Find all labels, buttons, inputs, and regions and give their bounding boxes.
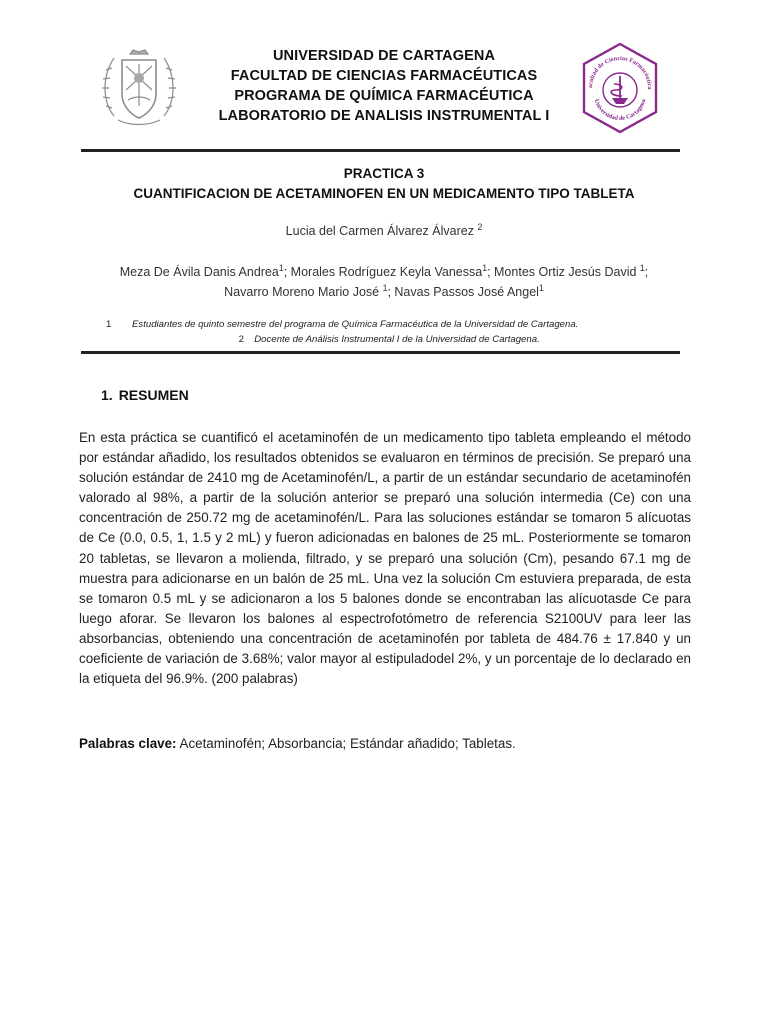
teacher-name-text: Lucia del Carmen Álvarez Álvarez: [285, 224, 474, 238]
keywords-label: Palabras clave:: [79, 736, 177, 751]
affiliations: [60, 317, 708, 347]
author-mark: 1: [482, 262, 488, 273]
authors-line-2: [60, 282, 708, 302]
author-name: ; Montes Ortiz Jesús David: [487, 265, 640, 279]
affiliation-1: [60, 317, 708, 332]
header-laboratory: LABORATORIO DE ANALISIS INSTRUMENTAL I: [218, 108, 550, 124]
author-separator: ;: [644, 265, 649, 279]
authors-line-1: [60, 262, 708, 282]
affiliation-number: 2: [238, 334, 244, 345]
practice-title: CUANTIFICACION DE ACETAMINOFEN EN UN MEDICAMENTO TIPO TABLETA: [133, 186, 635, 201]
svg-text:Universidad de Cartagena: Universidad de Cartagena: [592, 98, 648, 123]
top-divider: [81, 149, 680, 152]
affiliation-text: Estudiantes de quinto semestre del programa de Química Farmacéutica de la Universidad de Cartagena.: [132, 319, 579, 330]
author-mark: 1: [538, 282, 544, 293]
header-university: UNIVERSIDAD DE CARTAGENA: [272, 48, 496, 64]
author-name: ; Morales Rodríguez Keyla Vanessa: [283, 265, 483, 279]
teacher-mark: 2: [477, 221, 483, 232]
section-heading-resumen: [101, 387, 189, 403]
author-name: Navarro Moreno Mario José: [224, 285, 383, 299]
affiliation-2: [60, 332, 708, 347]
university-crest-icon: [100, 46, 178, 128]
keywords: [79, 736, 691, 751]
keywords-text: Acetaminofén; Absorbancia; Estándar añadido; Tabletas.: [176, 736, 516, 751]
author-mark: 1: [639, 262, 645, 273]
authors: [60, 262, 708, 302]
author-name: Meza De Ávila Danis Andrea: [119, 265, 279, 279]
abstract-paragraph: En esta práctica se cuantificó el acetaminofén de un medicamento tipo tableta empleando el método por estándar añadido, los resultados obtenidos se evaluaron en términos de precisión. Se preparó una solución estándar de 2410 mg de Acetaminofén/L, a partir de un estándar secundario de acetaminofén valorado al 98%, a partir de la solución anterior se preparó una solución intermedia (Ce) con una concentración de 250.72 mg de acetaminofén/L. Para las soluciones estándar se tomaron 5 alícuotas de Ce (0.0, 0.5, 1, 1.5 y 2 mL) y fueron adicionadas en balones de 25 mL. Posteriormente se tomaron 20 tabletas, se llevaron a molienda, filtrado, y se preparó una solución (Cm), pesando 67.1 mg de muestra para adicionarse en un balón de 25 mL. Una vez la solución Cm estuviera preparada, de esta se tomaron 0.5 mL y se adicionaron a los 5 balones donde se encontraban las alícuotasde Ce para luego aforar. Se llevaron los balones al espectrofotómetro de referencia S2100UV para leer las absorbancias, obteniendo una concentración de acetaminofén por tableta de 484.76 ± 17.840 y un coeficiente de variación de 3.68%; valor mayor al estipuladodel 2%, y un porcentaje de lo declarado en la etiqueta del 96.9%. (200 palabras): [79, 430, 691, 687]
author-mark: 1: [278, 262, 284, 273]
header-program: PROGRAMA DE QUÍMICA FARMACÉUTICA: [234, 88, 534, 104]
practice-title-block: [60, 164, 708, 204]
section-title: RESUMEN: [118, 387, 189, 403]
faculty-seal-icon: [578, 40, 662, 136]
institution-header: [190, 46, 578, 126]
affiliation-number: 1: [106, 319, 112, 330]
author-mark: 1: [382, 282, 388, 293]
teacher-name: [60, 221, 708, 238]
header-faculty: FACULTAD DE CIENCIAS FARMACÉUTICAS: [230, 68, 538, 84]
affiliation-text: Docente de Análisis Instrumental I de la Universidad de Cartagena.: [254, 334, 540, 345]
section-number: 1.: [101, 387, 113, 403]
author-name: ; Navas Passos José Angel: [387, 285, 539, 299]
svg-text:Facultad de Ciencias Farmacéut: acultad de Ciencias Farmacéutica: [586, 54, 654, 90]
bottom-divider: [81, 351, 680, 354]
practice-number: PRACTICA 3: [343, 166, 425, 181]
